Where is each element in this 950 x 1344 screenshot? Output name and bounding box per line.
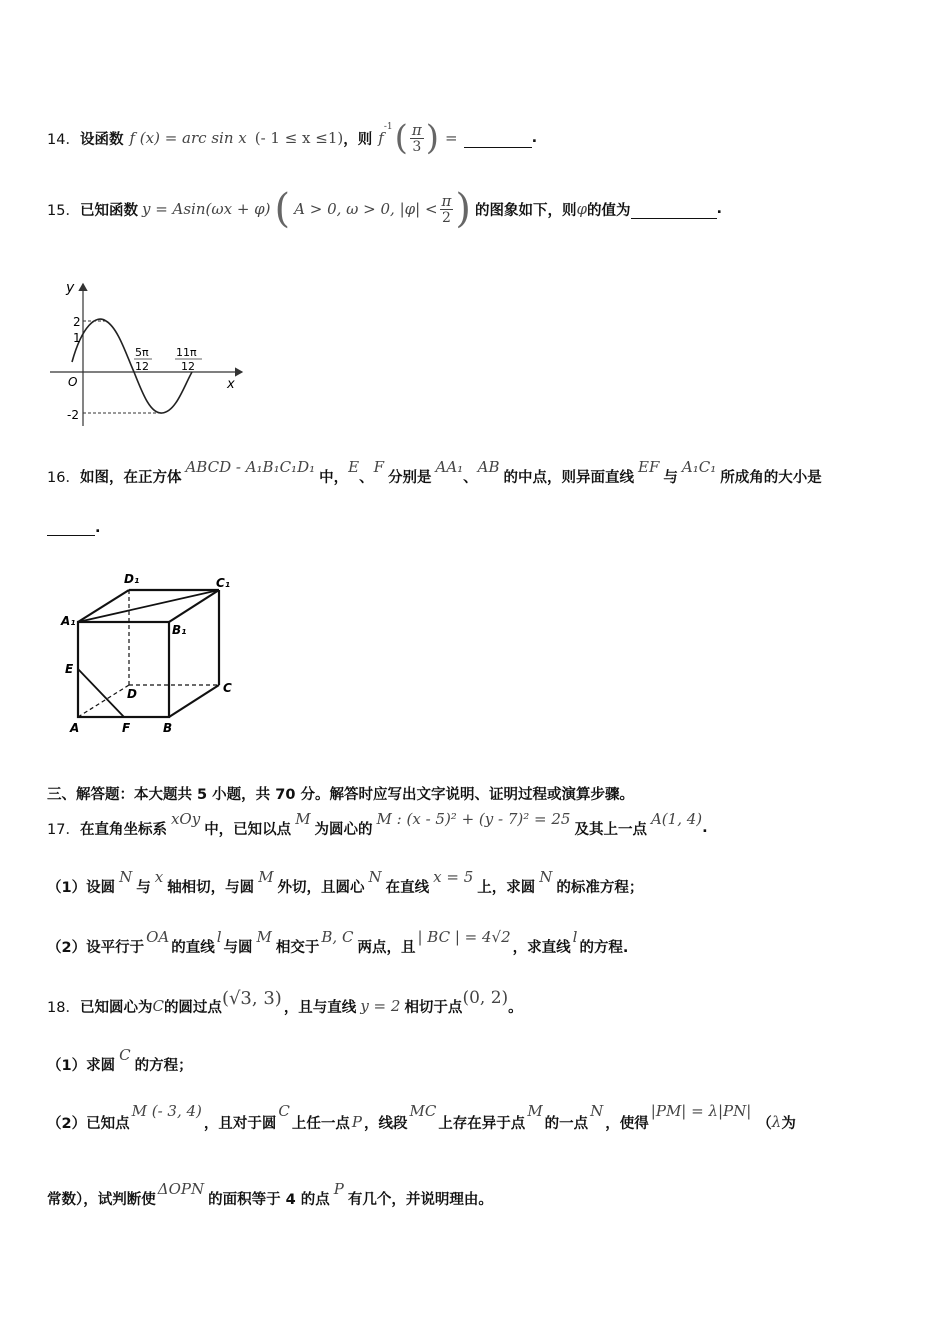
q15-frac-den: 2 <box>442 209 451 226</box>
label-d: D <box>127 687 137 701</box>
q17-p1-n2: N <box>368 868 382 886</box>
q18-p2-text-how-many: 有几个，并说明理由。 <box>347 1191 493 1208</box>
q17-p2-text-circle: 与圆 <box>223 939 253 956</box>
q16-a1c1: A₁C₁ <box>681 458 717 476</box>
q14-frac-den: 3 <box>412 138 422 155</box>
q17-text: 在直角坐标系 <box>79 821 167 838</box>
sine-curve <box>72 319 192 413</box>
q15-frac-num: π <box>441 191 452 210</box>
q15-text-value: 的值为 <box>587 202 631 219</box>
q17-p2-bc: B, C <box>321 928 354 946</box>
q14-inverse-f: f <box>378 129 384 147</box>
q16-text: 如图，在正方体 <box>79 469 182 486</box>
question-17-part-1 <box>47 868 643 904</box>
q18-p2-text-is: 为 <box>781 1115 796 1132</box>
q14-text-then: ，则 <box>343 131 373 148</box>
q17-p2-text-line: 的直线 <box>171 939 215 956</box>
q18-line: y = 2 <box>360 997 401 1015</box>
q15-phi: φ <box>576 200 588 218</box>
q18-number: 18． <box>47 999 80 1016</box>
q17-p2-m: M <box>256 928 272 946</box>
q17-p2-l2: l <box>572 928 578 946</box>
hidden-edge-a-d <box>78 685 129 717</box>
question-18-part-2 <box>47 1102 796 1142</box>
q17-p1-text-find: 上，求圆 <box>477 879 536 896</box>
question-17 <box>47 810 708 846</box>
q17-p2-text-eq: 的方程. <box>579 939 629 956</box>
q14-equals: = <box>444 129 458 147</box>
q15-function: y = Asin(ωx + φ) <box>141 200 271 218</box>
q14-text: 设函数 <box>79 131 124 148</box>
q17-p1-m: M <box>258 868 274 886</box>
q16-text-angle: 所成角的大小是 <box>720 469 822 486</box>
q18-p2-p2: P <box>333 1180 344 1198</box>
question-14 <box>47 118 537 158</box>
y-tick-neg2: -2 <box>67 408 79 422</box>
label-a: A <box>70 721 80 735</box>
label-a1: A₁ <box>61 614 76 628</box>
q15-text: 已知函数 <box>79 202 138 219</box>
q18-p2-mc: MC <box>409 1102 437 1120</box>
q17-p2-label: （2） <box>47 939 87 956</box>
y-axis-label: y <box>66 280 75 296</box>
q18-tangent-point: (0, 2) <box>462 988 509 1008</box>
x-tick-11pi-den: 12 <box>181 360 195 373</box>
cube-front-face <box>78 622 169 717</box>
q17-text-point: 及其上一点 <box>574 821 647 838</box>
label-d1: D₁ <box>124 572 140 586</box>
q18-p2-triangle: ΔOPN <box>157 1180 205 1198</box>
q16-sep2: 、 <box>463 469 478 486</box>
q18-p1-text: 求圆 <box>86 1057 116 1074</box>
q17-p1-n3: N <box>539 868 553 886</box>
q17-p1-n: N <box>119 868 133 886</box>
question-18-part-2-cont <box>47 1180 493 1216</box>
q17-p2-text-find: ，求直线 <box>512 939 571 956</box>
label-c: C <box>223 681 232 695</box>
q18-p2-text-exists: 上存在异于点 <box>438 1115 526 1132</box>
q17-p1-text-and: 与 <box>136 879 151 896</box>
q15-fraction <box>440 193 454 226</box>
cube-diagram <box>56 572 246 738</box>
q14-left-paren: ( <box>394 118 408 158</box>
edge-a1-d1 <box>78 590 129 622</box>
q18-p1-label: （1） <box>47 1057 87 1074</box>
q18-p2-text-any: 上任一点 <box>291 1115 350 1132</box>
q17-xoy: xOy <box>170 810 201 828</box>
q18-p2-c: C <box>278 1102 290 1120</box>
label-c1: C₁ <box>216 576 231 590</box>
diagonal-a1-c1 <box>78 590 219 622</box>
q17-p2-oa: OA <box>146 928 170 946</box>
q16-aa1: AA₁ <box>435 458 464 476</box>
q14-period: . <box>531 130 538 146</box>
q18-text-tangent: ，且与直线 <box>283 999 357 1016</box>
q15-left-paren: ( <box>274 186 291 232</box>
q17-point-a: A(1, 4) <box>650 810 703 828</box>
q17-p2-text-intersect: 相交于 <box>275 939 320 956</box>
q17-p2-l: l <box>216 928 222 946</box>
question-17-part-2 <box>47 928 628 964</box>
q18-p2-m: M (- 3, 4) <box>131 1102 202 1120</box>
question-18-part-1 <box>47 1046 193 1082</box>
q18-p2-text: 已知点 <box>86 1115 130 1132</box>
x-tick-5pi-den: 12 <box>135 360 149 373</box>
q16-number: 16． <box>47 469 80 486</box>
q17-p2-text: 设平行于 <box>86 939 145 956</box>
q17-number: 17． <box>47 821 80 838</box>
q18-text-at: 相切于点 <box>404 999 463 1016</box>
label-b1: B₁ <box>172 623 187 637</box>
q14-inverse-sup: -1 <box>383 122 393 132</box>
y-tick-1: 1 <box>73 331 81 345</box>
q18-p2-open-paren: （ <box>757 1115 772 1132</box>
q18-p1-text-eq: 的方程； <box>134 1057 193 1074</box>
x-tick-11pi-num: 11π <box>176 346 197 359</box>
q16-text-mid: 的中点，则异面直线 <box>503 469 635 486</box>
q18-point: (√3, 3) <box>221 988 282 1009</box>
q14-function: f (x) = arc sin x <box>129 129 247 147</box>
q15-number: 15． <box>47 202 80 219</box>
q18-p2-ratio: |PM| = λ|PN| <box>650 1102 752 1120</box>
q17-text-known: 中，已知以点 <box>204 821 292 838</box>
q14-frac-num: π <box>411 120 422 139</box>
q16-text-in: 中， <box>319 469 349 486</box>
q18-p2-n: N <box>590 1102 604 1120</box>
q17-p2-length: | BC | = 4√2 <box>417 928 511 946</box>
q15-condition: A > 0, ω > 0, |φ| < <box>294 200 438 218</box>
question-18 <box>47 988 523 1024</box>
q14-fraction <box>410 122 424 155</box>
q17-m: M <box>295 810 311 828</box>
q18-p2-text-such: ，使得 <box>605 1115 649 1132</box>
q17-p1-text: 设圆 <box>86 879 116 896</box>
q17-circle-eq: M : (x - 5)² + (y - 7)² = 25 <box>376 810 571 828</box>
question-16-blank-line <box>47 518 101 538</box>
q15-right-paren: ) <box>455 186 471 232</box>
origin-label: O <box>68 375 78 389</box>
q17-p1-line: x = 5 <box>433 868 474 886</box>
q16-sep1: 、 <box>359 469 374 486</box>
x-axis-label: x <box>227 377 235 392</box>
q14-number: 14． <box>47 131 80 148</box>
q17-period: . <box>702 820 708 836</box>
q16-text-are: 分别是 <box>387 469 432 486</box>
x-tick-5pi-num: 5π <box>135 346 149 359</box>
q16-answer-blank[interactable] <box>47 521 95 536</box>
q17-p2-text-points: 两点，且 <box>357 939 416 956</box>
q18-p1-c: C <box>119 1046 131 1064</box>
q16-ef: EF <box>638 458 660 476</box>
label-f: F <box>122 721 131 735</box>
q18-period: 。 <box>508 999 523 1016</box>
edge-b-c <box>169 685 219 717</box>
q18-p2-text-point: 的一点 <box>544 1115 589 1132</box>
q14-right-paren: ) <box>425 118 439 158</box>
q18-p2-text-circle: ，且对于圆 <box>203 1115 277 1132</box>
q15-period: . <box>716 201 723 217</box>
q16-period: . <box>95 520 101 536</box>
q18-text-circle: 的圆过点 <box>163 999 222 1016</box>
q18-p2-text-area: 的面积等于 4 的点 <box>208 1191 330 1208</box>
q16-f: F <box>373 458 384 476</box>
label-e: E <box>65 662 74 676</box>
q16-cube: ABCD - A₁B₁C₁D₁ <box>185 458 316 476</box>
q17-p1-text-tangent: 轴相切，与圆 <box>167 879 255 896</box>
q16-e: E <box>348 458 360 476</box>
q14-domain: (- 1 ≤ x ≤1) <box>254 129 344 147</box>
q16-text-with: 与 <box>663 469 678 486</box>
q18-p2-m2: M <box>527 1102 543 1120</box>
question-15 <box>47 187 722 231</box>
q18-text: 已知圆心为 <box>79 999 153 1016</box>
label-b: B <box>163 721 173 735</box>
question-16 <box>47 458 822 494</box>
section-3-heading: 三、解答题：本大题共 5 小题，共 70 分。解答时应写出文字说明、证明过程或演算步骤。 <box>47 786 634 803</box>
q15-text-graph: 的图象如下，则 <box>475 202 577 219</box>
q17-p1-text-eq: 的标准方程； <box>556 879 644 896</box>
q17-p1-x: x <box>154 868 164 886</box>
q18-p2-text-const: 常数），试判断使 <box>47 1191 156 1208</box>
q18-p2-label: （2） <box>47 1115 87 1132</box>
q18-p2-p: P <box>351 1113 362 1131</box>
q17-p1-label: （1） <box>47 879 87 896</box>
q18-p2-lambda: λ <box>771 1113 782 1131</box>
q16-ab: AB <box>477 458 500 476</box>
q17-p1-text-external: 外切，且圆心 <box>277 879 365 896</box>
q18-p2-text-segment: ，线段 <box>363 1115 408 1132</box>
sine-graph <box>44 276 254 432</box>
q18-c: C <box>152 997 164 1015</box>
q14-answer-blank[interactable] <box>464 129 532 148</box>
q17-text-center: 为圆心的 <box>314 821 373 838</box>
q17-p1-text-online: 在直线 <box>385 879 430 896</box>
q15-answer-blank[interactable] <box>631 200 717 219</box>
y-tick-2: 2 <box>73 315 81 329</box>
